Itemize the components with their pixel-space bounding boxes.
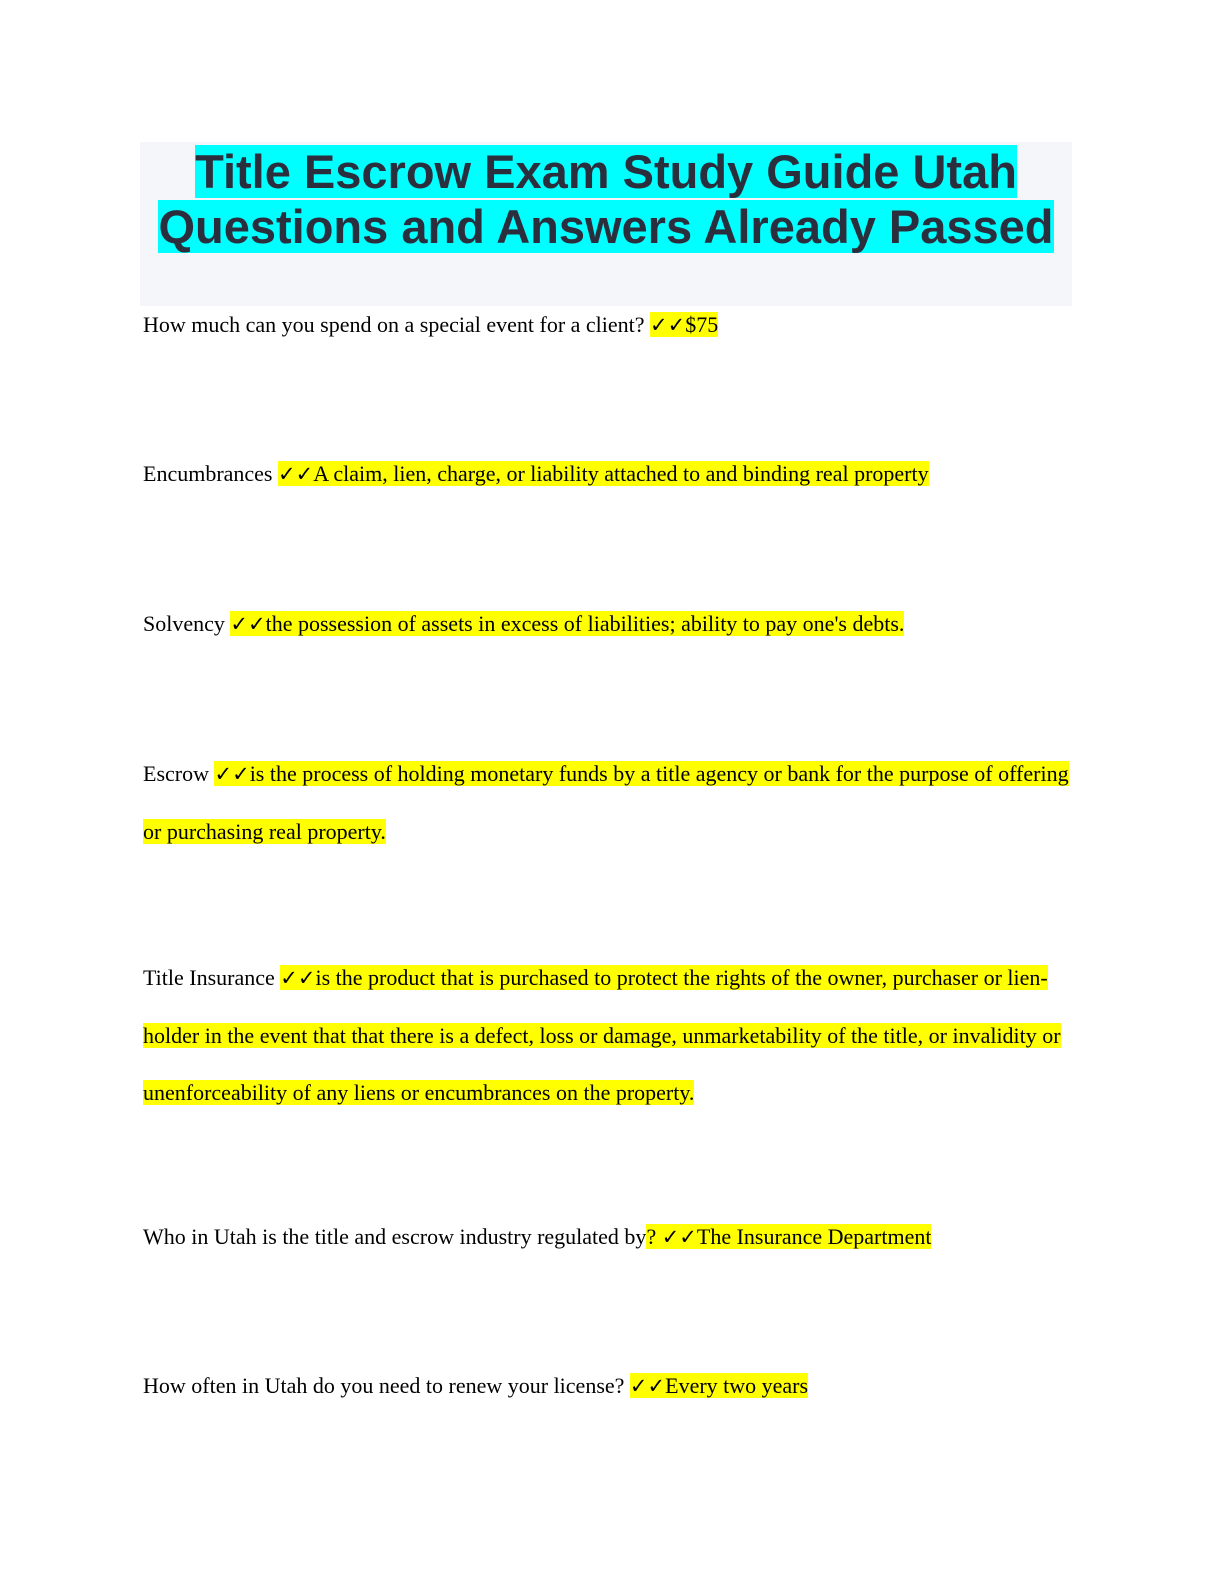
question-text: Solvency [143,611,231,636]
answer-highlight [230,611,904,636]
question-text: How much can you spend on a special event for a client? [143,312,651,337]
answer-highlight [143,761,1069,844]
question-text: Encumbrances [143,461,278,486]
title-line-1: Title Escrow Exam Study Guide Utah [195,145,1017,198]
answer-highlight [650,312,718,337]
question-mark: ? [646,1224,662,1249]
double-check-icon: ✓✓ [280,966,316,990]
qa-item-special-event [143,296,1073,354]
document-title [140,142,1072,254]
answer-text: The Insurance Department [696,1224,932,1249]
question-text: Who in Utah is the title and escrow industry regulated by [143,1224,647,1249]
answer-text: the possession of assets in excess of liabilities; ability to pay one's debts. [265,611,905,636]
title-line-2: Questions and Answers Already Passed [158,200,1054,253]
qa-item-regulator [143,1208,1073,1266]
qa-item-encumbrances [143,445,1073,503]
qa-item-escrow [143,745,1073,860]
answer-highlight [630,1373,808,1398]
double-check-icon: ✓✓ [650,313,686,337]
answer-text: A claim, lien, charge, or liability attached to and binding real property [313,461,929,486]
qa-item-solvency [143,595,1073,653]
double-check-icon: ✓✓ [629,1374,666,1398]
question-text: How often in Utah do you need to renew your license? [143,1373,630,1398]
answer-text: Every two years [665,1373,809,1398]
answer-highlight [278,461,929,486]
answer-highlight [646,1224,931,1249]
double-check-icon: ✓✓ [278,462,314,486]
question-text: Title Insurance [143,965,281,990]
qa-item-license-renewal [143,1357,1073,1415]
question-text: Escrow [143,761,215,786]
double-check-icon: ✓✓ [214,762,250,786]
answer-text: is the product that is purchased to protect the rights of the owner, purchaser or lien-holder in the event that that there is a defect, loss or damage, unmarketability of the title, or invalidity or unenforceability of any liens or encumbrances on the property. [143,965,1061,1105]
double-check-icon: ✓✓ [661,1225,697,1249]
title-banner [140,142,1072,306]
double-check-icon: ✓✓ [230,612,266,636]
answer-text: $75 [685,312,719,337]
answer-text: is the process of holding monetary funds by a title agency or bank for the purpose of offering or purchasing real property. [143,761,1069,844]
qa-item-title-insurance [143,949,1073,1121]
answer-highlight [143,965,1061,1105]
